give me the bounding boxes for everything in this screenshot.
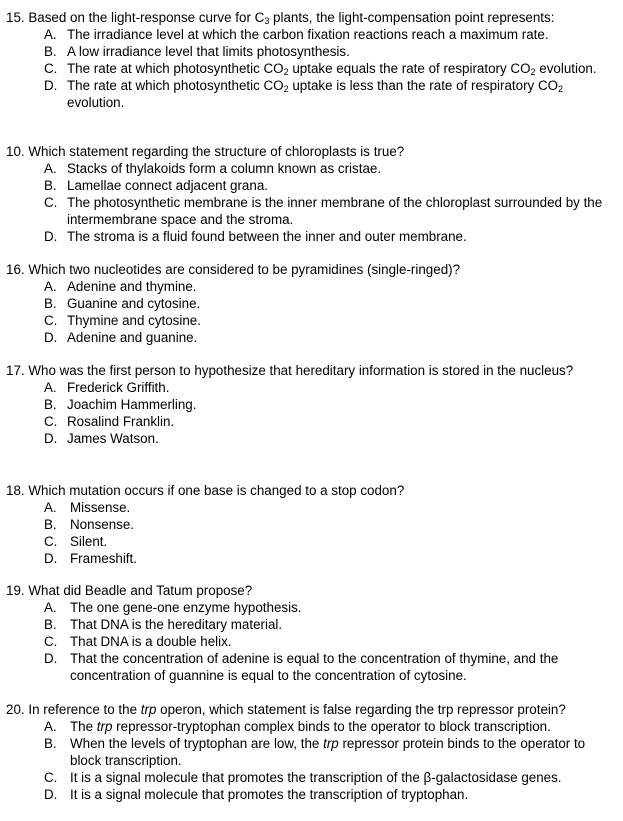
subscript: 2 bbox=[530, 67, 536, 77]
option-c bbox=[6, 633, 618, 650]
option-b bbox=[6, 43, 618, 60]
stem-text: Based on the light-response curve for C bbox=[28, 10, 265, 25]
question-20 bbox=[6, 701, 618, 803]
option-text: The stroma is a fluid found between the inner and outer membrane. bbox=[67, 229, 467, 244]
option-c bbox=[6, 413, 618, 430]
option-letter: D. bbox=[44, 651, 58, 666]
option-text: It is a signal molecule that promotes the transcription of tryptophan. bbox=[70, 787, 469, 802]
option-b bbox=[6, 516, 618, 533]
option-letter: A. bbox=[44, 500, 57, 515]
option-a bbox=[6, 599, 618, 616]
option-letter: B. bbox=[44, 617, 57, 632]
option-text: Thymine and cytosine. bbox=[67, 313, 201, 328]
option-c bbox=[6, 194, 618, 228]
question-number: 18. bbox=[6, 483, 25, 498]
option-text: The irradiance level at which the carbon fixation reactions reach a maximum rate. bbox=[67, 27, 549, 42]
question-number: 16. bbox=[6, 262, 25, 277]
option-d bbox=[6, 786, 618, 803]
subscript: 2 bbox=[283, 67, 289, 77]
option-letter: B. bbox=[44, 517, 57, 532]
option-text: James Watson. bbox=[67, 431, 159, 446]
option-letter: B. bbox=[44, 397, 57, 412]
stem-text: Which two nucleotides are considered to be pyramidines (single-ringed)? bbox=[28, 262, 461, 277]
option-text: A low irradiance level that limits photosynthesis. bbox=[67, 44, 350, 59]
option-letter: A. bbox=[44, 600, 57, 615]
option-letter: C. bbox=[44, 313, 58, 328]
question-19 bbox=[6, 582, 618, 684]
stem-text: What did Beadle and Tatum propose? bbox=[28, 583, 253, 598]
stem-text: Who was the first person to hypothesize that hereditary information is stored in the nucleus? bbox=[28, 363, 574, 378]
option-letter: C. bbox=[44, 61, 58, 76]
question-number: 15. bbox=[6, 10, 25, 25]
option-a bbox=[6, 160, 618, 177]
option-letter: B. bbox=[44, 296, 57, 311]
option-c bbox=[6, 60, 618, 77]
option-letter: A. bbox=[44, 719, 57, 734]
option-text: evolution. bbox=[67, 95, 125, 110]
italic-text: trp bbox=[140, 702, 157, 717]
option-text: The rate at which photosynthetic CO bbox=[67, 61, 284, 76]
option-letter: A. bbox=[44, 27, 57, 42]
option-text: That DNA is a double helix. bbox=[70, 634, 232, 649]
option-b bbox=[6, 616, 618, 633]
option-text: That DNA is the hereditary material. bbox=[70, 617, 283, 632]
option-d bbox=[6, 650, 618, 684]
option-letter: C. bbox=[44, 534, 58, 549]
question-stem bbox=[6, 9, 618, 26]
option-b bbox=[6, 735, 618, 769]
option-d bbox=[6, 430, 618, 447]
option-letter: A. bbox=[44, 161, 57, 176]
option-text: The photosynthetic membrane is the inner membrane of the chloroplast surrounded by the intermembrane space and the stroma. bbox=[67, 195, 603, 227]
option-letter: C. bbox=[44, 634, 58, 649]
option-a bbox=[6, 718, 618, 735]
option-text: The one gene-one enzyme hypothesis. bbox=[70, 600, 302, 615]
subscript: 3 bbox=[264, 16, 270, 26]
option-a bbox=[6, 379, 618, 396]
option-d bbox=[6, 550, 618, 567]
option-text: Frameshift. bbox=[70, 551, 137, 566]
option-text: repressor-tryptophan complex binds to the operator to block transcription. bbox=[112, 719, 551, 734]
option-letter: B. bbox=[44, 44, 57, 59]
subscript: 2 bbox=[558, 84, 564, 94]
option-letter: A. bbox=[44, 279, 57, 294]
question-15 bbox=[6, 9, 618, 111]
question-number: 20. bbox=[6, 702, 25, 717]
question-stem bbox=[6, 701, 618, 718]
question-number: 19. bbox=[6, 583, 25, 598]
stem-text: operon, which statement is false regarding the trp repressor protein? bbox=[156, 702, 566, 717]
option-d bbox=[6, 77, 618, 111]
stem-text: Which mutation occurs if one base is changed to a stop codon? bbox=[28, 483, 405, 498]
option-c bbox=[6, 533, 618, 550]
option-text: It is a signal molecule that promotes the transcription of the β-galactosidase genes. bbox=[70, 770, 562, 785]
stem-text: plants, the light-compensation point represents: bbox=[269, 10, 555, 25]
option-text: The bbox=[70, 719, 97, 734]
question-16 bbox=[6, 261, 618, 346]
option-text: The rate at which photosynthetic CO bbox=[67, 78, 284, 93]
option-a bbox=[6, 278, 618, 295]
question-stem bbox=[6, 143, 618, 160]
option-letter: B. bbox=[44, 178, 57, 193]
option-text: Lamellae connect adjacent grana. bbox=[67, 178, 268, 193]
italic-text: trp bbox=[323, 736, 339, 751]
option-a bbox=[6, 499, 618, 516]
option-b bbox=[6, 177, 618, 194]
option-text: Guanine and cytosine. bbox=[67, 296, 201, 311]
option-letter: C. bbox=[44, 195, 58, 210]
option-text: Missense. bbox=[70, 500, 131, 515]
question-number: 17. bbox=[6, 363, 25, 378]
question-10 bbox=[6, 143, 618, 245]
option-d bbox=[6, 228, 618, 245]
option-text: uptake equals the rate of respiratory CO bbox=[288, 61, 531, 76]
option-letter: B. bbox=[44, 736, 57, 751]
option-text: Adenine and thymine. bbox=[67, 279, 197, 294]
option-text: Adenine and guanine. bbox=[67, 330, 198, 345]
stem-text: In reference to the bbox=[28, 702, 141, 717]
option-d bbox=[6, 329, 618, 346]
option-text: Rosalind Franklin. bbox=[67, 414, 175, 429]
option-text: Silent. bbox=[70, 534, 108, 549]
option-text: Joachim Hammerling. bbox=[67, 397, 197, 412]
option-letter: C. bbox=[44, 414, 58, 429]
question-number: 10. bbox=[6, 144, 25, 159]
option-a bbox=[6, 26, 618, 43]
option-letter: D. bbox=[44, 330, 58, 345]
option-text: When the levels of tryptophan are low, the bbox=[70, 736, 324, 751]
option-letter: D. bbox=[44, 551, 58, 566]
option-letter: D. bbox=[44, 78, 58, 93]
option-text: That the concentration of adenine is equal to the concentration of thymine, and the concentration of guannine is equal to the concentration of cytosine. bbox=[70, 651, 559, 683]
question-stem bbox=[6, 362, 618, 379]
italic-text: trp bbox=[96, 719, 113, 734]
option-b bbox=[6, 396, 618, 413]
option-letter: C. bbox=[44, 770, 58, 785]
option-letter: D. bbox=[44, 787, 58, 802]
option-text: Stacks of thylakoids form a column known as cristae. bbox=[67, 161, 382, 176]
option-text: Nonsense. bbox=[70, 517, 135, 532]
option-letter: D. bbox=[44, 431, 58, 446]
question-17 bbox=[6, 362, 618, 447]
subscript: 2 bbox=[283, 84, 289, 94]
option-letter: D. bbox=[44, 229, 58, 244]
option-b bbox=[6, 295, 618, 312]
question-18 bbox=[6, 482, 618, 567]
question-stem bbox=[6, 261, 618, 278]
option-c bbox=[6, 769, 618, 786]
option-text: uptake is less than the rate of respiratory CO bbox=[288, 78, 559, 93]
option-text: Frederick Griffith. bbox=[67, 380, 170, 395]
option-letter: A. bbox=[44, 380, 57, 395]
question-stem bbox=[6, 582, 618, 599]
option-c bbox=[6, 312, 618, 329]
question-stem bbox=[6, 482, 618, 499]
option-text: evolution. bbox=[535, 61, 597, 76]
stem-text: Which statement regarding the structure of chloroplasts is true? bbox=[28, 144, 405, 159]
option-text: repressor protein binds to the operator to block transcription. bbox=[70, 736, 586, 768]
